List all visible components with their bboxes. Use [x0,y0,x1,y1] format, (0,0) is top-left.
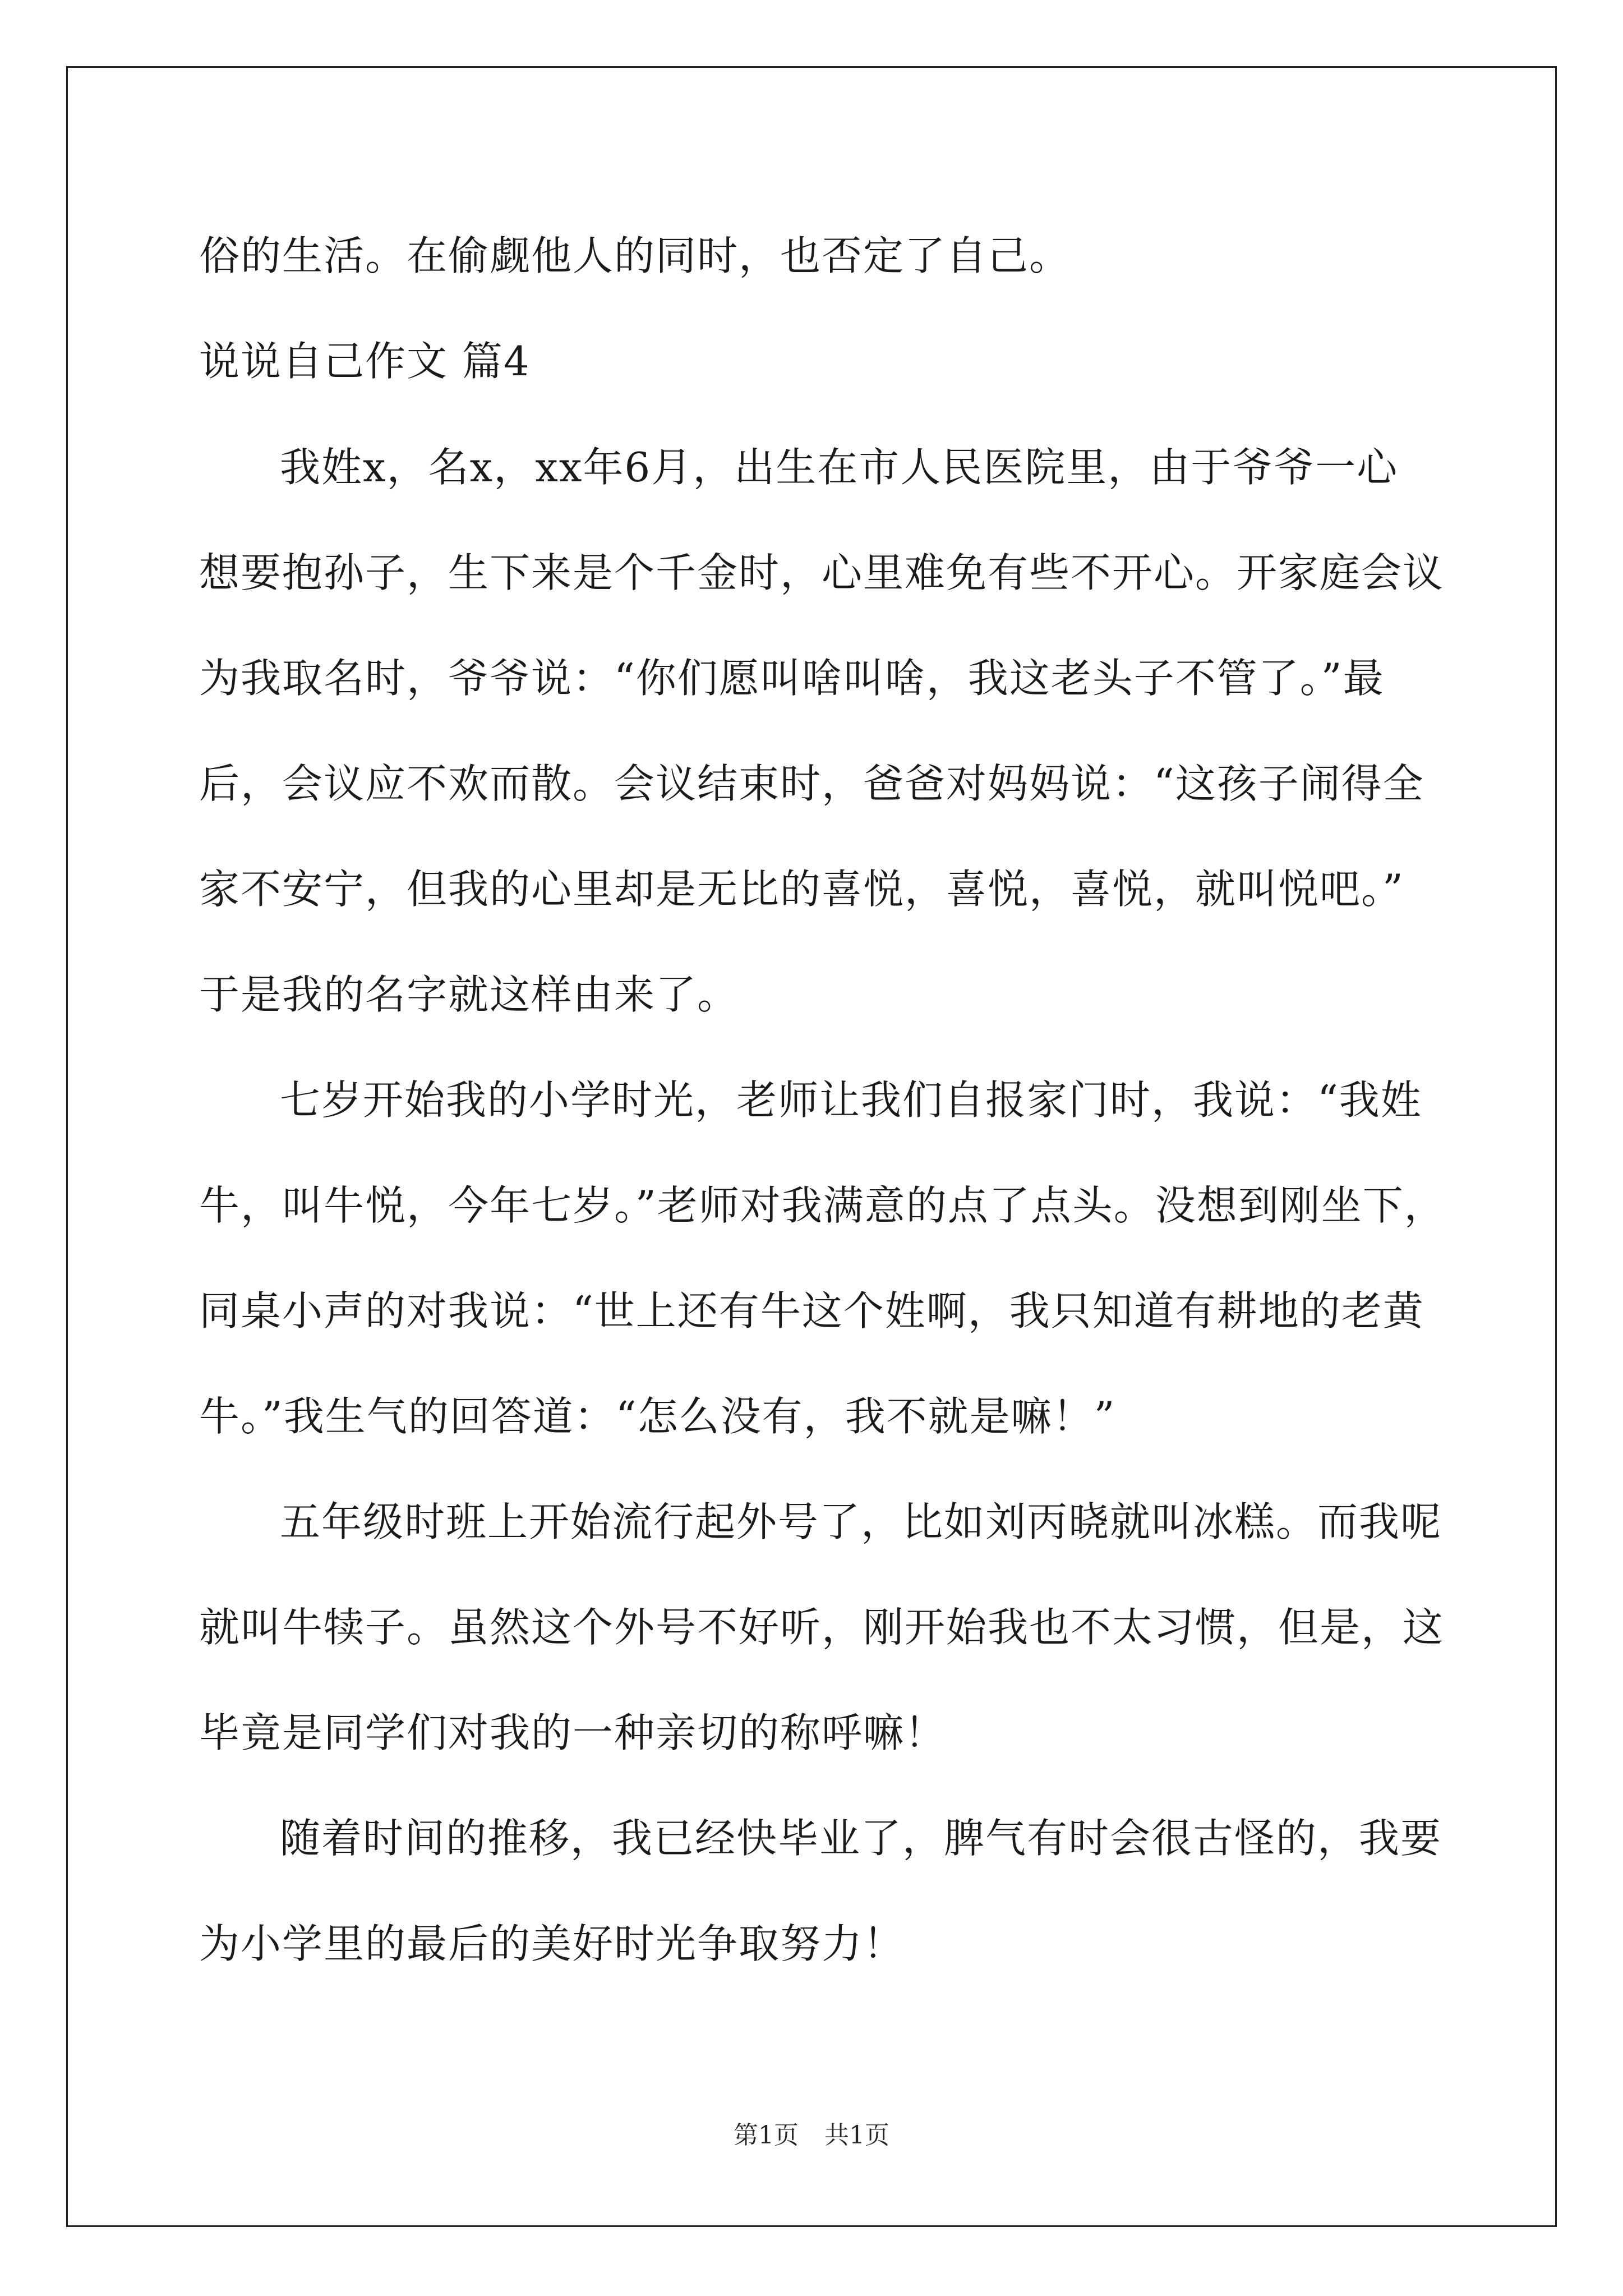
text-line: 牛。”我生气的回答道：“怎么没有，我不就是嘛！” [199,1393,1116,1440]
text-line: 毕竟是同学们对我的一种亲切的称呼嘛！ [199,1709,947,1756]
text-line: 同桌小声的对我说：“世上还有牛这个姓啊，我只知道有耕地的老黄 [199,1287,1424,1335]
text-line: 于是我的名字就这样由来了。 [199,971,739,1018]
page-number-current: 第1页 [734,2121,799,2150]
text-line: 想要抱孙子，生下来是个千金时，心里难免有些不开心。开家庭会议 [199,549,1445,596]
text-line: 就叫牛犊子。虽然这个外号不好听，刚开始我也不太习惯，但是，这 [199,1604,1445,1651]
text-line: 为我取名时，爷爷说：“你们愿叫啥叫啥，我这老头子不管了。”最 [199,655,1385,702]
section-heading: 说说自己作文 篇4 [199,338,531,385]
text-line: 七岁开始我的小学时光，老师让我们自报家门时，我说：“我姓 [280,1076,1422,1124]
text-line: 俗的生活。在偷觑他人的同时，也否定了自己。 [199,232,1071,279]
text-line: 后，会议应不欢而散。会议结束时，爸爸对妈妈说：“这孩子闹得全 [199,760,1424,807]
page-footer [0,2123,1623,2148]
page-number-total: 共1页 [824,2121,889,2150]
text-line: 牛，叫牛悦，今年七岁。”老师对我满意的点了点头。没想到刚坐下， [199,1182,1446,1229]
page-border [66,66,1557,2227]
text-line: 为小学里的最后的美好时光争取努力！ [199,1920,905,1967]
text-line: 五年级时班上开始流行起外号了，比如刘丙晓就叫冰糕。而我呢 [280,1498,1442,1545]
text-line: 家不安宁，但我的心里却是无比的喜悦，喜悦，喜悦，就叫悦吧。” [199,866,1404,913]
text-line: 随着时间的推移，我已经快毕业了，脾气有时会很古怪的，我要 [280,1815,1442,1862]
text-line: 我姓x，名x，xx年6月，出生在市人民医院里，由于爷爷一心 [280,444,1399,491]
